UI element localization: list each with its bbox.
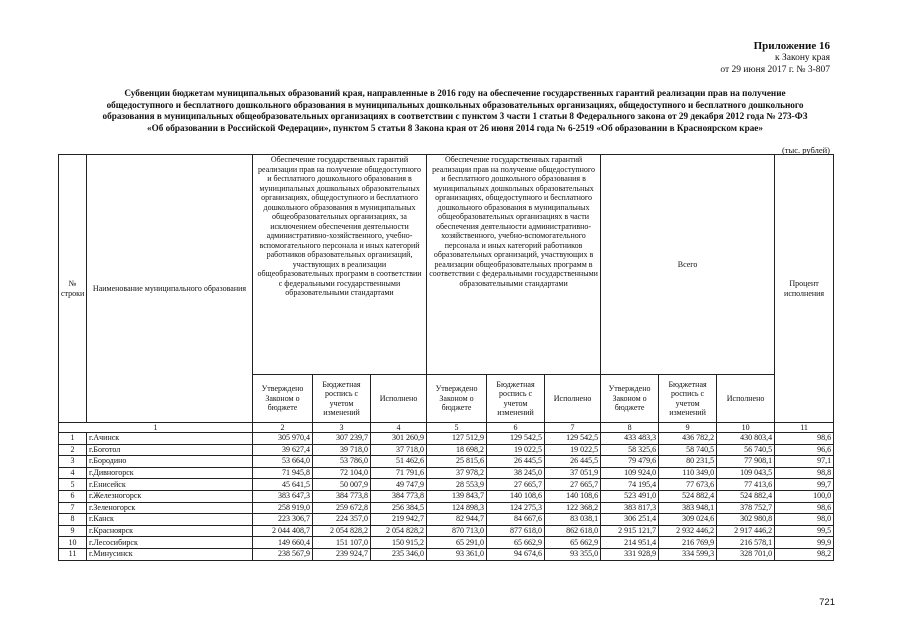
value-cell: 140 108,6	[545, 490, 601, 502]
title-line: Субвенции бюджетам муниципальных образований края, направленные в 2016 году на обеспечение государственных гарантий реализации прав на получение	[124, 88, 786, 98]
value-cell: 93 361,0	[427, 548, 487, 560]
value-cell: 37 051,9	[545, 467, 601, 479]
value-cell: 2 044 408,7	[253, 525, 313, 537]
value-cell: 84 667,6	[487, 514, 545, 526]
value-cell: 383 948,1	[659, 502, 717, 514]
column-number: 11	[775, 423, 834, 433]
municipality-cell: г.Бородино	[87, 456, 253, 468]
value-cell: 384 773,8	[313, 490, 371, 502]
column-number: 4	[371, 423, 427, 433]
value-cell: 328 701,0	[717, 548, 775, 560]
value-cell: 238 567,9	[253, 548, 313, 560]
value-cell: 127 512,9	[427, 433, 487, 445]
value-cell: 258 919,0	[253, 502, 313, 514]
appendix-heading	[720, 40, 830, 76]
value-cell: 28 553,9	[427, 479, 487, 491]
municipality-cell: г.Канск	[87, 514, 253, 526]
row-number-cell: 7	[59, 502, 87, 514]
value-cell: 98,2	[775, 548, 834, 560]
value-cell: 45 641,5	[253, 479, 313, 491]
municipality-cell: г.Лесосибирск	[87, 537, 253, 549]
table-body	[59, 433, 834, 561]
value-cell: 216 578,1	[717, 537, 775, 549]
value-cell: 49 747,9	[371, 479, 427, 491]
value-cell: 51 462,6	[371, 456, 427, 468]
municipality-cell: г.Ачинск	[87, 433, 253, 445]
value-cell: 53 786,0	[313, 456, 371, 468]
value-cell: 2 932 446,2	[659, 525, 717, 537]
value-cell: 214 951,4	[601, 537, 659, 549]
table-row	[59, 537, 834, 549]
document-title	[50, 88, 860, 134]
value-cell: 58 325,6	[601, 444, 659, 456]
value-cell: 259 672,8	[313, 502, 371, 514]
value-cell: 98,6	[775, 502, 834, 514]
value-cell: 139 843,7	[427, 490, 487, 502]
value-cell: 39 627,4	[253, 444, 313, 456]
value-cell: 383 647,3	[253, 490, 313, 502]
row-number-cell: 4	[59, 467, 87, 479]
value-cell: 97,1	[775, 456, 834, 468]
value-cell: 384 773,8	[371, 490, 427, 502]
value-cell: 38 245,0	[487, 467, 545, 479]
table-row	[59, 525, 834, 537]
value-cell: 109 924,0	[601, 467, 659, 479]
row-number-cell: 5	[59, 479, 87, 491]
page-number: 721	[819, 597, 835, 608]
header-group-total: Всего	[601, 155, 775, 375]
row-number-cell: 3	[59, 456, 87, 468]
title-line: общедоступного и бесплатного дошкольного образования в муниципальных дошкольных образовательных организациях, общедоступного и бесплатного дошкольного	[106, 99, 804, 110]
value-cell: 83 038,1	[545, 514, 601, 526]
column-number-row	[59, 423, 834, 433]
value-cell: 309 024,6	[659, 514, 717, 526]
municipality-cell: г.Железногорск	[87, 490, 253, 502]
value-cell: 862 618,0	[545, 525, 601, 537]
value-cell: 19 022,5	[487, 444, 545, 456]
value-cell: 524 882,4	[717, 490, 775, 502]
value-cell: 2 915 121,7	[601, 525, 659, 537]
value-cell: 307 239,7	[313, 433, 371, 445]
municipality-cell: г.Дивногорск	[87, 467, 253, 479]
value-cell: 77 908,1	[717, 456, 775, 468]
value-cell: 50 007,9	[313, 479, 371, 491]
value-cell: 306 251,4	[601, 514, 659, 526]
column-number: 9	[659, 423, 717, 433]
column-number: 8	[601, 423, 659, 433]
value-cell: 72 104,0	[313, 467, 371, 479]
value-cell: 219 942,7	[371, 514, 427, 526]
value-cell: 2 054 828,2	[313, 525, 371, 537]
value-cell: 151 107,0	[313, 537, 371, 549]
municipality-cell: г.Минусинск	[87, 548, 253, 560]
value-cell: 100,0	[775, 490, 834, 502]
municipality-cell: г.Боготол	[87, 444, 253, 456]
table-row	[59, 467, 834, 479]
value-cell: 71 945,8	[253, 467, 313, 479]
value-cell: 235 346,0	[371, 548, 427, 560]
value-cell: 124 898,3	[427, 502, 487, 514]
value-cell: 223 306,7	[253, 514, 313, 526]
value-cell: 26 445,5	[545, 456, 601, 468]
row-number-cell: 2	[59, 444, 87, 456]
value-cell: 129 542,5	[545, 433, 601, 445]
value-cell: 523 491,0	[601, 490, 659, 502]
value-cell: 77 413,6	[717, 479, 775, 491]
column-number: 3	[313, 423, 371, 433]
units-label: (тыс. рублей)	[781, 145, 830, 155]
value-cell: 524 882,4	[659, 490, 717, 502]
header-budget-list: Бюджетная роспись с учетом изменений	[313, 375, 371, 423]
header-group-support-staff: Обеспечение государственных гарантий реализации прав на получение общедоступного и бесплатного дошкольного образования в муниципальных дошкольных образовательных организациях, общедоступного и бесплатного дошкольного образования в муниципальных общеобразовательных организациях в части обеспечения деятельности административно-хозяйственного, учебно-вспомогательного персонала и иных категорий работников образовательных организаций, участвующих в реализации общеобразовательных программ в соответствии с федеральными государственными образовательными стандартами	[427, 155, 601, 375]
value-cell: 433 483,3	[601, 433, 659, 445]
column-number: 1	[59, 423, 253, 433]
value-cell: 334 599,3	[659, 548, 717, 560]
table-row	[59, 479, 834, 491]
value-cell: 93 355,0	[545, 548, 601, 560]
value-cell: 98,8	[775, 467, 834, 479]
value-cell: 25 815,6	[427, 456, 487, 468]
value-cell: 870 713,0	[427, 525, 487, 537]
value-cell: 124 275,3	[487, 502, 545, 514]
value-cell: 99,5	[775, 525, 834, 537]
table-row	[59, 444, 834, 456]
value-cell: 149 660,4	[253, 537, 313, 549]
value-cell: 301 260,9	[371, 433, 427, 445]
value-cell: 74 195,4	[601, 479, 659, 491]
value-cell: 19 022,5	[545, 444, 601, 456]
value-cell: 302 980,8	[717, 514, 775, 526]
row-number-cell: 8	[59, 514, 87, 526]
header-approved: Утверждено Законом о бюджете	[601, 375, 659, 423]
table-row	[59, 490, 834, 502]
value-cell: 378 752,7	[717, 502, 775, 514]
value-cell: 65 662,9	[545, 537, 601, 549]
subvention-table	[58, 154, 834, 561]
value-cell: 383 817,3	[601, 502, 659, 514]
appendix-law-date: от 29 июня 2017 г. № 3-807	[720, 65, 830, 75]
column-number: 10	[717, 423, 775, 433]
table-header	[59, 155, 834, 423]
appendix-law-ref: к Закону края	[774, 53, 830, 63]
value-cell: 436 782,2	[659, 433, 717, 445]
table-row	[59, 548, 834, 560]
row-number-cell: 11	[59, 548, 87, 560]
value-cell: 150 915,2	[371, 537, 427, 549]
title-line: «Об образовании в Российской Федерации», пунктом 5 статьи 8 Закона края от 26 июня 2014 года № 6-2519 «Об образовании в Красноярском крае»	[147, 122, 763, 133]
table-row	[59, 433, 834, 445]
header-percent: Процент исполнения	[775, 155, 834, 423]
header-executed: Исполнено	[717, 375, 775, 423]
header-executed: Исполнено	[371, 375, 427, 423]
value-cell: 98,6	[775, 433, 834, 445]
municipality-cell: г.Енисейск	[87, 479, 253, 491]
value-cell: 96,6	[775, 444, 834, 456]
value-cell: 877 618,0	[487, 525, 545, 537]
value-cell: 110 349,0	[659, 467, 717, 479]
value-cell: 65 662,9	[487, 537, 545, 549]
value-cell: 305 970,4	[253, 433, 313, 445]
value-cell: 37 718,0	[371, 444, 427, 456]
value-cell: 18 698,2	[427, 444, 487, 456]
value-cell: 77 673,6	[659, 479, 717, 491]
column-number: 6	[487, 423, 545, 433]
header-municipality: Наименование муниципального образования	[87, 155, 253, 423]
value-cell: 140 108,6	[487, 490, 545, 502]
value-cell: 27 665,7	[545, 479, 601, 491]
value-cell: 53 664,0	[253, 456, 313, 468]
value-cell: 2 054 828,2	[371, 525, 427, 537]
column-number: 2	[253, 423, 313, 433]
value-cell: 99,9	[775, 537, 834, 549]
value-cell: 256 384,5	[371, 502, 427, 514]
municipality-cell: г.Зеленогорск	[87, 502, 253, 514]
value-cell: 122 368,2	[545, 502, 601, 514]
value-cell: 37 978,2	[427, 467, 487, 479]
table-row	[59, 456, 834, 468]
value-cell: 82 944,7	[427, 514, 487, 526]
value-cell: 80 231,5	[659, 456, 717, 468]
value-cell: 71 791,6	[371, 467, 427, 479]
header-row-number: № строки	[59, 155, 87, 423]
value-cell: 239 924,7	[313, 548, 371, 560]
value-cell: 27 665,7	[487, 479, 545, 491]
column-number: 5	[427, 423, 487, 433]
header-budget-list: Бюджетная роспись с учетом изменений	[659, 375, 717, 423]
header-group-main-staff: Обеспечение государственных гарантий реализации прав на получение общедоступного и бесплатного дошкольного образования в муниципальных дошкольных образовательных организациях, общедоступного и бесплатного дошкольного образования в муниципальных общеобразовательных организациях, за исключением обеспечения деятельности административно-хозяйственного, учебно-вспомогательного персонала и иных категорий работников образовательных организаций, участвующих в реализации общеобразовательных программ в соответствии с федеральными государственными образовательными стандартами	[253, 155, 427, 375]
value-cell: 430 803,4	[717, 433, 775, 445]
value-cell: 2 917 446,2	[717, 525, 775, 537]
table-row	[59, 502, 834, 514]
row-number-cell: 9	[59, 525, 87, 537]
value-cell: 56 740,5	[717, 444, 775, 456]
header-approved: Утверждено Законом о бюджете	[427, 375, 487, 423]
value-cell: 129 542,5	[487, 433, 545, 445]
column-number: 7	[545, 423, 601, 433]
value-cell: 331 928,9	[601, 548, 659, 560]
title-line: образования в муниципальных общеобразовательных организациях в соответствии с пунктом 3 части 1 статьи 8 Федерального закона от 29 декабря 2012 года № 273-ФЗ	[102, 111, 808, 121]
row-number-cell: 6	[59, 490, 87, 502]
value-cell: 58 740,5	[659, 444, 717, 456]
value-cell: 224 357,0	[313, 514, 371, 526]
value-cell: 99,7	[775, 479, 834, 491]
value-cell: 94 674,6	[487, 548, 545, 560]
value-cell: 26 445,5	[487, 456, 545, 468]
appendix-number: Приложение 16	[753, 40, 830, 52]
municipality-cell: г.Красноярск	[87, 525, 253, 537]
row-number-cell: 10	[59, 537, 87, 549]
header-budget-list: Бюджетная роспись с учетом изменений	[487, 375, 545, 423]
value-cell: 79 479,6	[601, 456, 659, 468]
value-cell: 98,0	[775, 514, 834, 526]
value-cell: 109 043,5	[717, 467, 775, 479]
value-cell: 216 769,9	[659, 537, 717, 549]
value-cell: 39 718,0	[313, 444, 371, 456]
header-executed: Исполнено	[545, 375, 601, 423]
row-number-cell: 1	[59, 433, 87, 445]
header-approved: Утверждено Законом о бюджете	[253, 375, 313, 423]
table-row	[59, 514, 834, 526]
value-cell: 65 291,0	[427, 537, 487, 549]
